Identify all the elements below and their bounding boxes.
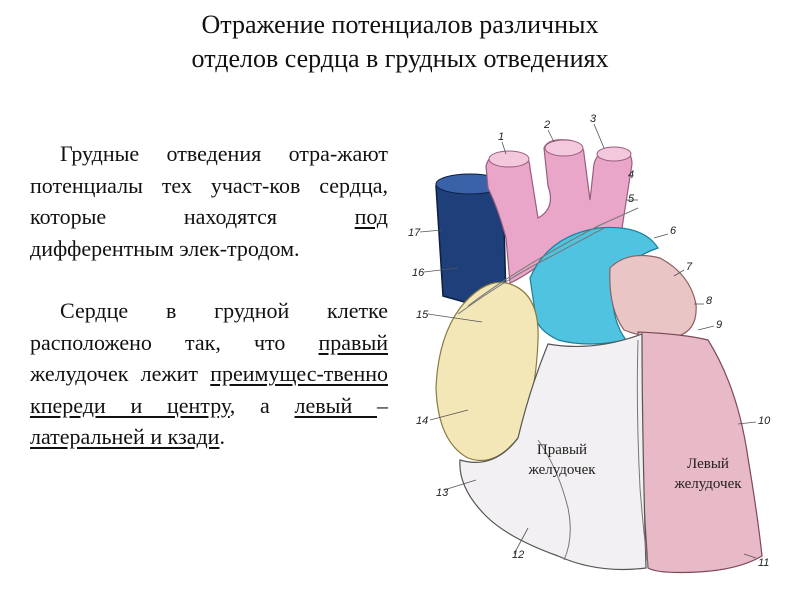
p2-text-c: , а (229, 392, 295, 418)
svg-text:4: 4 (628, 169, 635, 181)
p2-text-d: – (377, 392, 388, 418)
left-ventricle-label-line2: желудочек (674, 476, 742, 492)
left-ventricle-label-line1: Левый (687, 456, 729, 472)
heart-illustration (398, 108, 800, 578)
svg-text:6: 6 (670, 225, 677, 237)
svg-text:13: 13 (436, 487, 449, 499)
left-atrium-shape (610, 256, 696, 338)
paragraph-2 (30, 295, 388, 453)
p2-underlined-lateral-back: латеральней и кзади (30, 424, 220, 449)
svg-text:8: 8 (706, 295, 713, 307)
slide-title (0, 8, 800, 76)
paragraph-1 (30, 138, 388, 264)
p2-underlined-left: левый (294, 392, 377, 418)
p2-text-a: Сердце в грудной клетке расположено так, что (30, 298, 388, 355)
svg-text:7: 7 (686, 261, 693, 273)
svg-text:9: 9 (716, 319, 723, 331)
p1-text-a: Грудные отведения отра-жают потенциалы тех участ-ков сердца, которые находятся (30, 141, 388, 229)
svg-text:10: 10 (758, 415, 771, 427)
svg-text:17: 17 (408, 227, 421, 239)
p1-text-b: дифферентным элек-тродом. (30, 235, 300, 261)
svg-text:12: 12 (512, 549, 525, 561)
p2-text-b: желудочек лежит (30, 361, 211, 386)
p1-underlined-under: под (354, 204, 388, 229)
svg-text:3: 3 (590, 113, 597, 125)
svg-text:11: 11 (758, 557, 770, 569)
left-ventricle-shape (638, 332, 762, 573)
svg-text:14: 14 (416, 415, 429, 427)
title-line-2: отделов сердца в грудных отведениях (191, 44, 609, 73)
svg-text:1: 1 (498, 131, 505, 143)
p2-underlined-right: правый (318, 329, 388, 355)
title-line-1: Отражение потенциалов различных (201, 10, 599, 39)
p2-underlined-front-center: преимущес-твенно кпереди и центру (30, 361, 388, 418)
body-text (30, 138, 388, 484)
svg-text:2: 2 (544, 119, 551, 131)
svg-text:5: 5 (628, 193, 635, 205)
p2-text-e: . (219, 424, 225, 449)
svg-text:16: 16 (412, 267, 425, 279)
right-ventricle-label-line1: Правый (536, 442, 588, 458)
svg-text:15: 15 (416, 309, 429, 321)
right-ventricle-label-line2: желудочек (528, 462, 596, 478)
